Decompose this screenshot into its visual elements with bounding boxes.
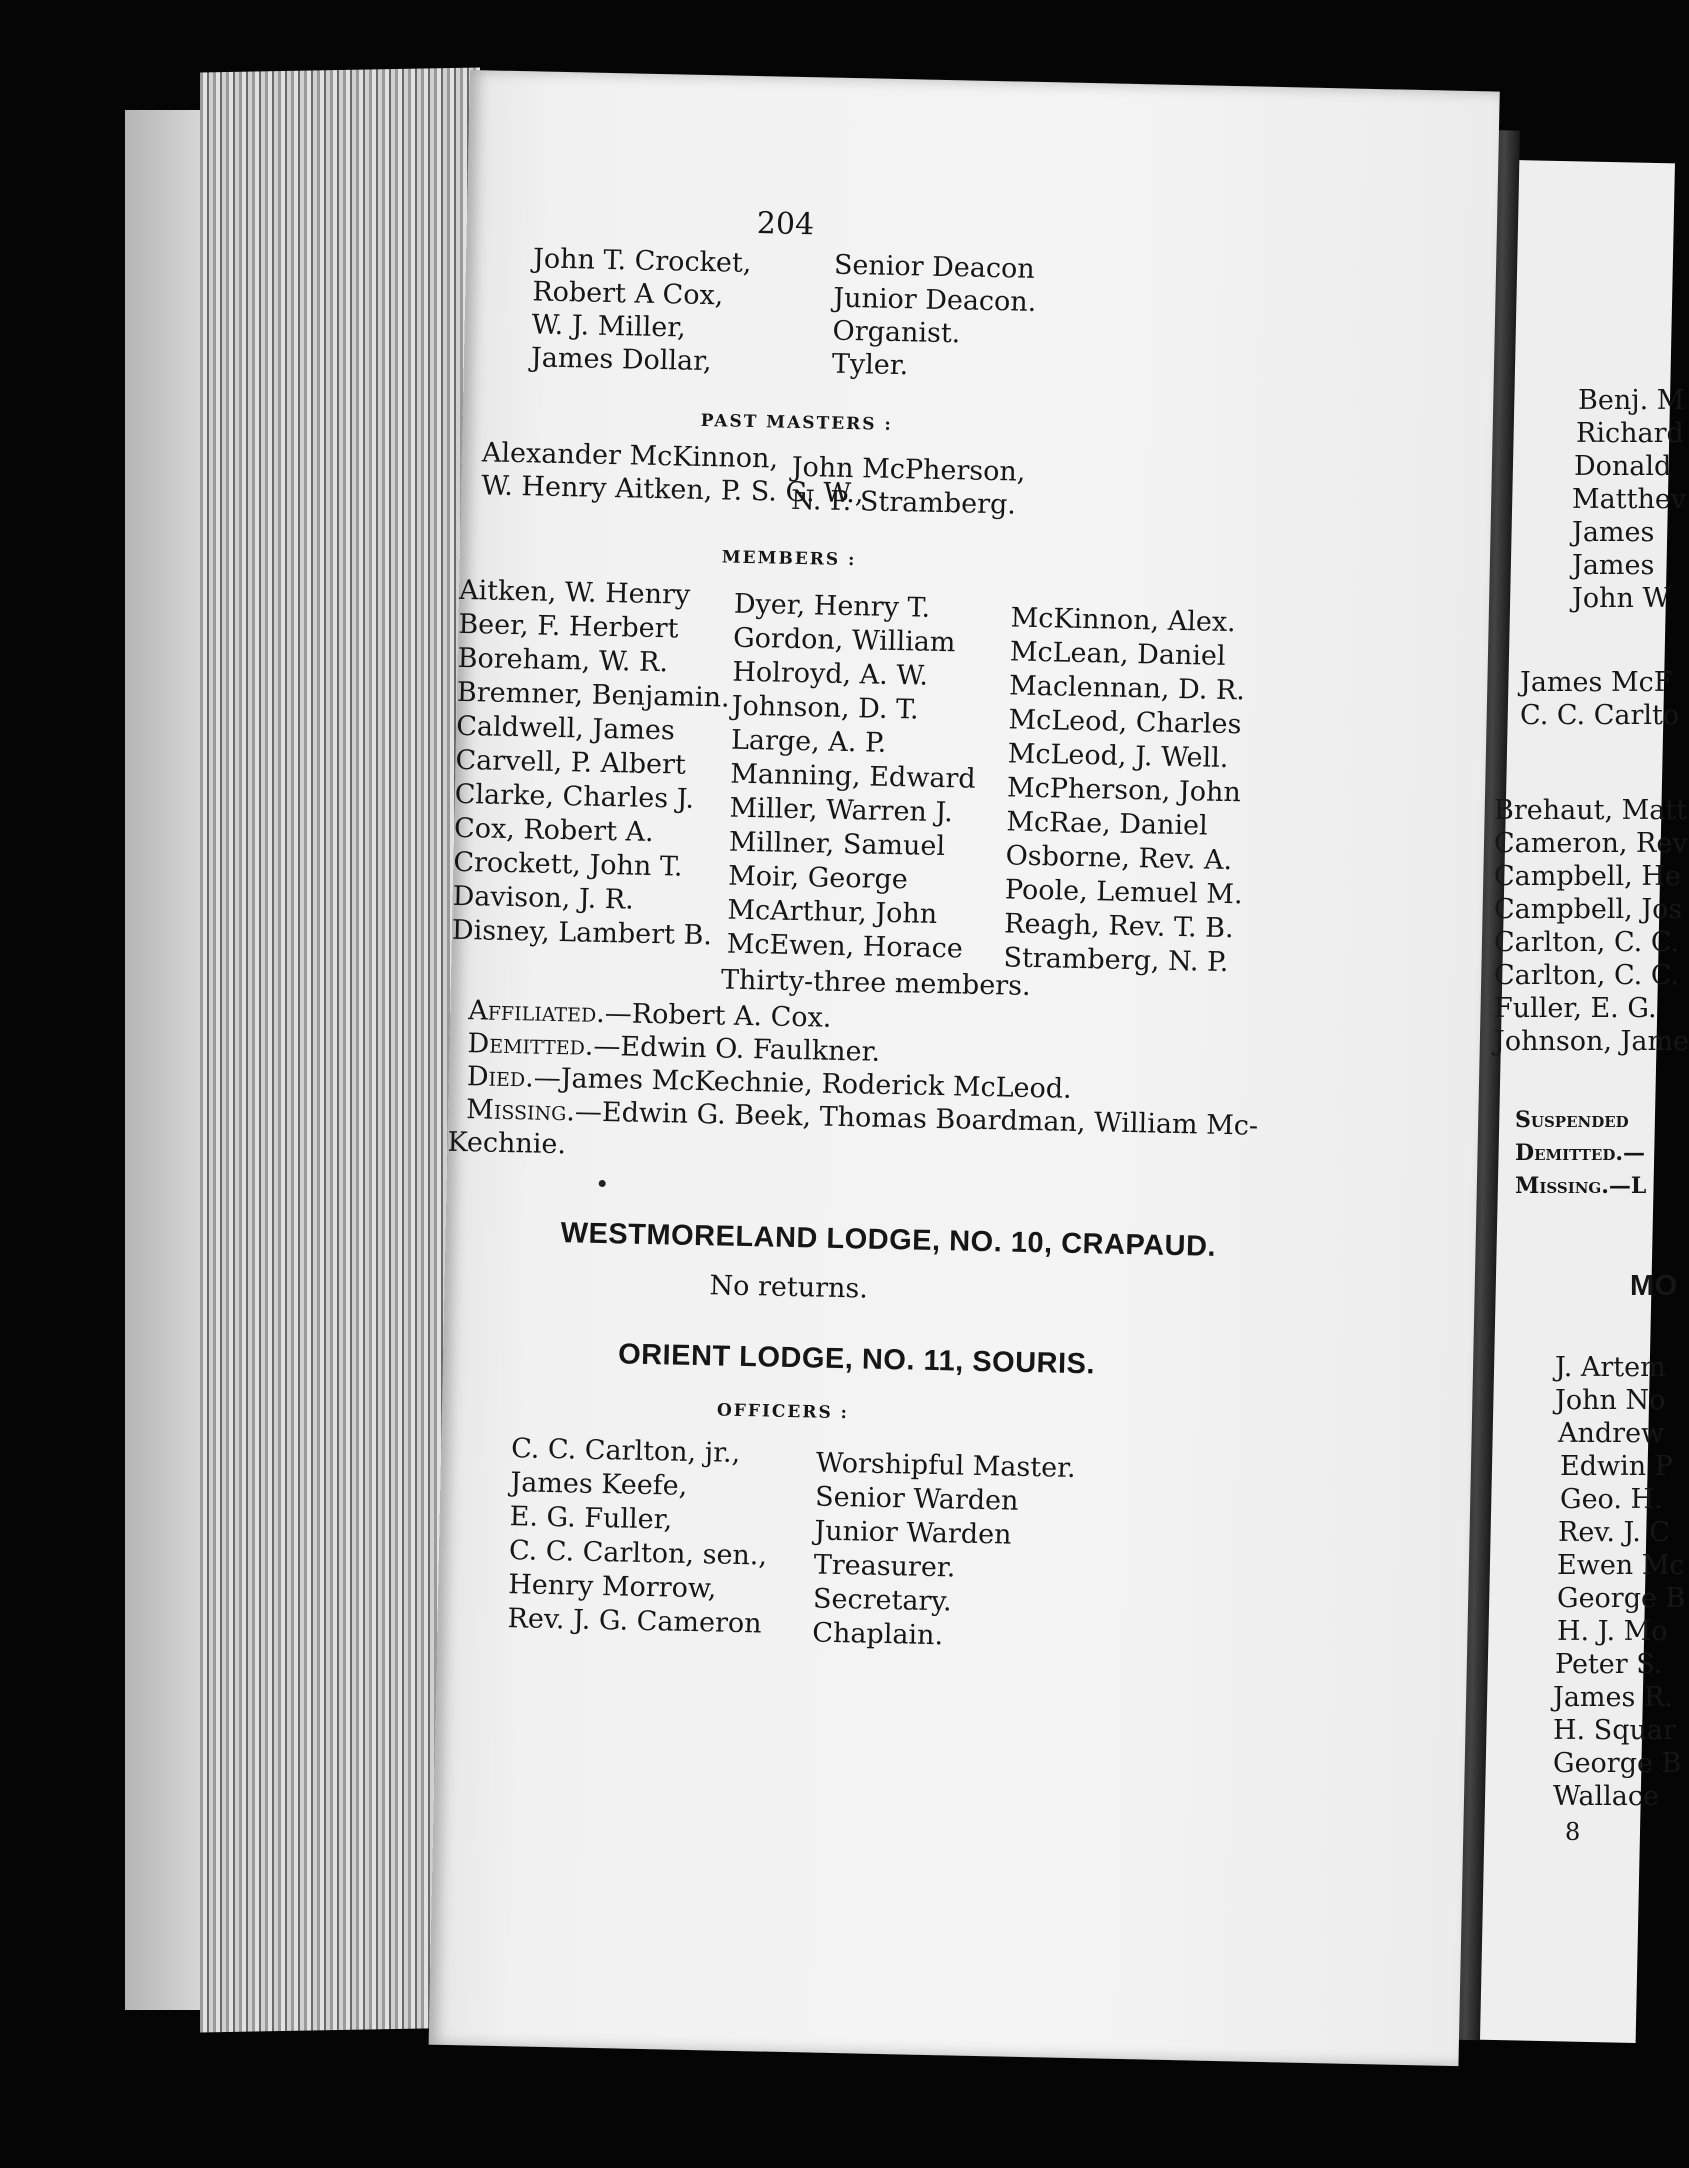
facing-line: George B: [1557, 1583, 1686, 1614]
member-name: Stramberg, N. P.: [1003, 942, 1229, 979]
book-cover-edge: [125, 110, 205, 2010]
facing-line: James: [1572, 550, 1655, 581]
officer-name: James Keefe,: [510, 1467, 688, 1502]
member-name: Crockett, John T.: [453, 846, 683, 883]
facing-page-mark: 8: [1565, 1818, 1581, 1846]
officer-name: John T. Crocket,: [532, 243, 752, 279]
officer-role: Chaplain.: [812, 1617, 944, 1652]
member-name: McKinnon, Alex.: [1010, 602, 1237, 639]
officer-role: Tyler.: [831, 348, 909, 382]
past-masters-heading: PAST MASTERS :: [700, 410, 893, 435]
past-master: Alexander McKinnon,: [481, 437, 779, 475]
member-name: Clarke, Charles J.: [454, 778, 695, 815]
member-name: Dyer, Henry T.: [733, 588, 931, 624]
members-heading: MEMBERS :: [721, 547, 857, 571]
officer-role: Junior Warden: [814, 1515, 1012, 1551]
past-master: N. P. Stramberg.: [790, 484, 1017, 521]
officer-role: Junior Deacon.: [832, 282, 1037, 318]
note-text: —Edwin O. Faulkner.: [593, 1030, 881, 1068]
note-affiliated: [468, 995, 832, 1034]
facing-line: Edwin P: [1560, 1451, 1673, 1482]
member-name: Boreham, W. R.: [457, 642, 669, 679]
facing-line: Andrew: [1558, 1418, 1665, 1449]
facing-line: Donald: [1574, 451, 1672, 482]
facing-line: James R.: [1553, 1682, 1673, 1713]
member-name: McLean, Daniel: [1009, 636, 1226, 672]
member-name: McPherson, John: [1006, 772, 1242, 809]
member-name: Gordon, William: [732, 622, 956, 659]
facing-line: James: [1572, 517, 1655, 548]
printer-dot: [599, 1180, 606, 1187]
page-204: [429, 70, 1500, 2066]
facing-line: J. Artem: [1555, 1352, 1666, 1383]
facing-line: H. Squar: [1553, 1715, 1676, 1746]
officer-role: Senior Warden: [814, 1481, 1019, 1517]
member-name: Bremner, Benjamin.: [456, 676, 730, 714]
member-name: Poole, Lemuel M.: [1004, 874, 1243, 911]
orient-officers-heading: OFFICERS :: [716, 1400, 850, 1424]
facing-line: Benj. M: [1578, 385, 1685, 416]
facing-line: Cameron, Rev: [1494, 828, 1688, 859]
member-name: McEwen, Horace: [726, 928, 964, 965]
facing-line: Suspended: [1515, 1107, 1629, 1133]
westmoreland-status: No returns.: [709, 1270, 869, 1305]
note-label: Died.: [466, 1061, 535, 1094]
member-name: Johnson, D. T.: [731, 690, 920, 726]
facing-line: Demitted.—: [1515, 1140, 1646, 1166]
member-name: Millner, Samuel: [728, 826, 946, 863]
facing-line: John No: [1555, 1385, 1666, 1416]
officer-role: Treasurer.: [813, 1549, 956, 1584]
officer-role: Organist.: [832, 315, 961, 350]
member-name: Caldwell, James: [455, 710, 676, 747]
officer-name: Henry Morrow,: [507, 1569, 717, 1605]
facing-line: Missing.—L: [1515, 1173, 1647, 1199]
member-name: Carvell, P. Albert: [455, 744, 687, 781]
member-name: Davison, J. R.: [452, 880, 635, 916]
facing-line: Brehaut, Matt: [1494, 795, 1688, 826]
past-master: W. Henry Aitken, P. S. G. W.,: [480, 470, 864, 510]
past-master: John McPherson,: [791, 451, 1026, 488]
member-name: Reagh, Rev. T. B.: [1003, 908, 1234, 945]
member-name: Beer, F. Herbert: [458, 608, 679, 645]
facing-line: Campbell, He: [1494, 861, 1681, 892]
member-name: Cox, Robert A.: [453, 812, 654, 849]
officer-name: C. C. Carlton, sen.,: [508, 1535, 768, 1572]
facing-heading: MO: [1630, 1270, 1678, 1302]
member-name: McRae, Daniel: [1006, 806, 1208, 842]
officer-name: James Dollar,: [530, 342, 713, 378]
page-number: 204: [756, 206, 815, 243]
facing-line: Campbell, Jos: [1494, 894, 1683, 925]
facing-line: Ewen Mc: [1557, 1550, 1685, 1581]
facing-line: John W: [1572, 583, 1671, 614]
note-missing: [466, 1094, 1258, 1142]
member-name: Large, A. P.: [730, 724, 887, 759]
officer-name: Rev. J. G. Cameron: [507, 1603, 762, 1640]
officer-role: Secretary.: [812, 1583, 952, 1618]
member-name: Disney, Lambert B.: [451, 914, 713, 952]
facing-line: Matthev: [1572, 484, 1687, 515]
member-count: Thirty-three members.: [720, 964, 1031, 1002]
westmoreland-lodge-title: WESTMORELAND LODGE, NO. 10, CRAPAUD.: [560, 1217, 1217, 1263]
facing-line: Wallace: [1553, 1781, 1659, 1812]
facing-line: Fuller, E. G.: [1494, 993, 1657, 1024]
orient-lodge-title: ORIENT LODGE, NO. 11, SOURIS.: [617, 1338, 1096, 1381]
facing-line: Geo. H.: [1560, 1484, 1663, 1515]
member-name: McArthur, John: [727, 894, 938, 930]
officer-name: E. G. Fuller,: [509, 1501, 673, 1536]
facing-line: C. C. Carlto: [1520, 700, 1680, 731]
facing-line: Rev. J. C: [1558, 1517, 1671, 1548]
member-name: Holroyd, A. W.: [732, 656, 929, 692]
note-label: Missing.: [465, 1094, 576, 1128]
member-name: Maclennan, D. R.: [1008, 670, 1246, 707]
facing-line: Richard: [1576, 418, 1684, 449]
officer-role: Worshipful Master.: [815, 1447, 1076, 1484]
officer-name: W. J. Miller,: [531, 309, 687, 344]
facing-line: Johnson, Jame: [1494, 1026, 1689, 1057]
note-text: —Robert A. Cox.: [604, 998, 832, 1034]
officer-role: Senior Deacon: [833, 249, 1036, 285]
facing-line: H. J. Mo: [1557, 1616, 1668, 1647]
member-name: Manning, Edward: [729, 758, 976, 795]
officer-name: Robert A Cox,: [532, 276, 724, 312]
note-text: —Edwin G. Beek, Thomas Boardman, William Mc-: [574, 1096, 1259, 1142]
facing-line: Peter S.: [1555, 1649, 1663, 1680]
facing-line: Carlton, C. C.: [1494, 960, 1680, 991]
note-text: —James McKechnie, Roderick McLeod.: [533, 1062, 1073, 1105]
note-label: Demitted.: [467, 1028, 594, 1062]
member-name: Osborne, Rev. A.: [1005, 840, 1233, 877]
member-name: Miller, Warren J.: [729, 792, 954, 829]
member-name: McLeod, Charles: [1008, 704, 1242, 741]
member-name: Aitken, W. Henry: [458, 574, 691, 611]
member-name: Moir, George: [727, 860, 909, 896]
facing-line: George B: [1553, 1748, 1682, 1779]
officer-name: C. C. Carlton, jr.,: [510, 1433, 741, 1469]
note-missing-continued: Kechnie.: [447, 1126, 567, 1161]
note-label: Affiliated.: [467, 995, 606, 1030]
facing-line: James McF: [1520, 667, 1673, 698]
member-name: McLeod, J. Well.: [1007, 738, 1229, 775]
facing-line: Carlton, C. C.: [1494, 927, 1680, 958]
